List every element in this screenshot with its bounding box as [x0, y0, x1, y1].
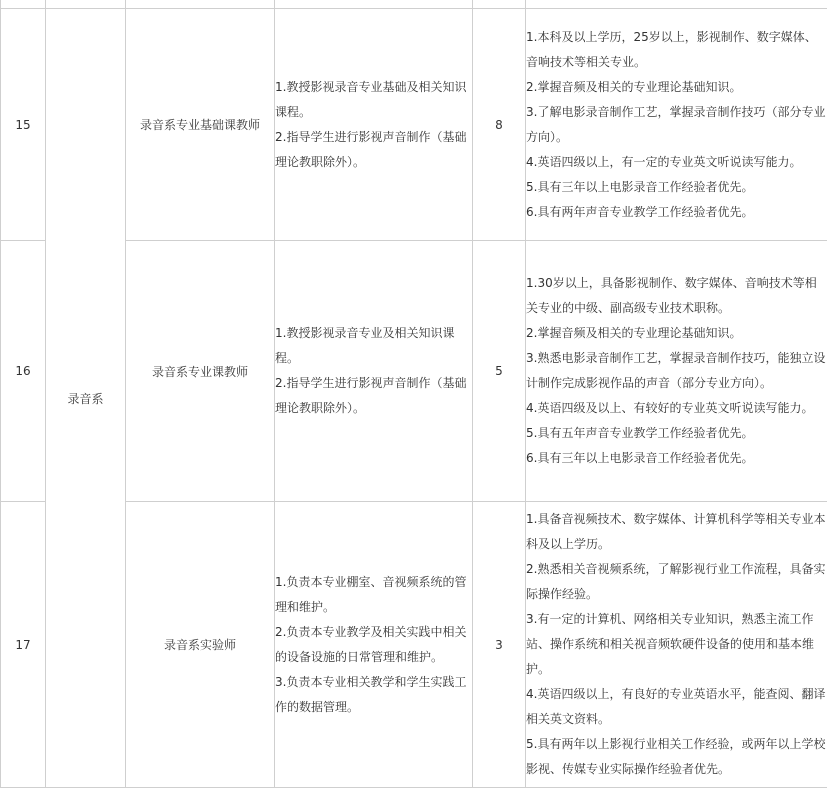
requirement-item: 5.具有五年声音专业教学工作经验者优先。	[526, 426, 754, 440]
headcount: 8	[473, 9, 526, 241]
duty-item: 2.指导学生进行影视声音制作（基础理论教职除外）。	[275, 376, 467, 415]
headcount: 3	[473, 502, 526, 788]
stub-cell	[275, 0, 473, 9]
duties-cell	[275, 502, 473, 788]
requirement-item: 3.有一定的计算机、网络相关专业知识，熟悉主流工作站、操作系统和相关视音频软硬件设备的使用和基本维护。	[526, 612, 815, 676]
row-number: 16	[1, 241, 46, 502]
duty-item: 1.教授影视录音专业基础及相关知识课程。	[275, 79, 467, 119]
stub-cell	[473, 0, 526, 9]
requirement-item: 3.了解电影录音制作工艺，掌握录音制作技巧（部分专业方向）。	[526, 104, 826, 144]
requirement-item: 5.具有两年以上影视行业相关工作经验，或两年以上学校影视、传媒专业实际操作经验者优先。	[526, 737, 826, 776]
requirements-cell	[526, 241, 827, 502]
duty-item: 1.教授影视录音专业及相关知识课程。	[275, 326, 455, 365]
position-title: 录音系专业课教师	[126, 241, 275, 502]
duties-cell	[275, 241, 473, 502]
table-row	[1, 9, 827, 241]
stub-cell	[126, 0, 275, 9]
row-number: 17	[1, 502, 46, 788]
duty-item: 2.指导学生进行影视声音制作（基础理论教职除外）。	[275, 129, 467, 169]
stub-cell	[1, 0, 46, 9]
requirement-item: 4.英语四级以上，有良好的专业英语水平，能查阅、翻译相关英文资料。	[526, 687, 826, 726]
duties-cell	[275, 9, 473, 241]
requirement-item: 4.英语四级以上，有一定的专业英文听说读写能力。	[526, 154, 802, 169]
row-number: 15	[1, 9, 46, 241]
requirement-item: 1.具备音视频技术、数字媒体、计算机科学等相关专业本科及以上学历。	[526, 512, 826, 551]
duty-item: 2.负责本专业教学及相关实践中相关的设备设施的日常管理和维护。	[275, 624, 467, 664]
position-title: 录音系专业基础课教师	[126, 9, 275, 241]
requirement-item: 1.30岁以上，具备影视制作、数字媒体、音响技术等相关专业的中级、副高级专业技术职称。	[526, 276, 817, 315]
stub-cell	[46, 0, 126, 9]
requirement-item: 2.掌握音频及相关的专业理论基础知识。	[526, 79, 742, 94]
position-title: 录音系实验师	[126, 502, 275, 788]
requirements-cell	[526, 502, 827, 788]
requirement-item: 2.掌握音频及相关的专业理论基础知识。	[526, 326, 742, 340]
table-row-previous-stub	[1, 0, 827, 9]
requirement-item: 3.熟悉电影录音制作工艺，掌握录音制作技巧，能独立设计制作完成影视作品的声音（部分专业方向）。	[526, 351, 826, 390]
department-cell: 录音系	[46, 9, 126, 788]
requirement-item: 2.熟悉相关音视频系统，了解影视行业工作流程，具备实际操作经验。	[526, 562, 826, 601]
requirement-item: 5.具有三年以上电影录音工作经验者优先。	[526, 179, 754, 194]
requirement-item: 1.本科及以上学历，25岁以上，影视制作、数字媒体、音响技术等相关专业。	[526, 29, 817, 69]
requirement-item: 6.具有两年声音专业教学工作经验者优先。	[526, 204, 754, 219]
requirements-cell	[526, 9, 827, 241]
requirement-item: 4.英语四级及以上、有较好的专业英文听说读写能力。	[526, 401, 814, 415]
headcount: 5	[473, 241, 526, 502]
stub-cell	[526, 0, 827, 9]
requirement-item: 6.具有三年以上电影录音工作经验者优先。	[526, 451, 754, 465]
duty-item: 1.负责本专业棚室、音视频系统的管理和维护。	[275, 574, 467, 614]
duty-item: 3.负责本专业相关教学和学生实践工作的数据管理。	[275, 674, 467, 714]
